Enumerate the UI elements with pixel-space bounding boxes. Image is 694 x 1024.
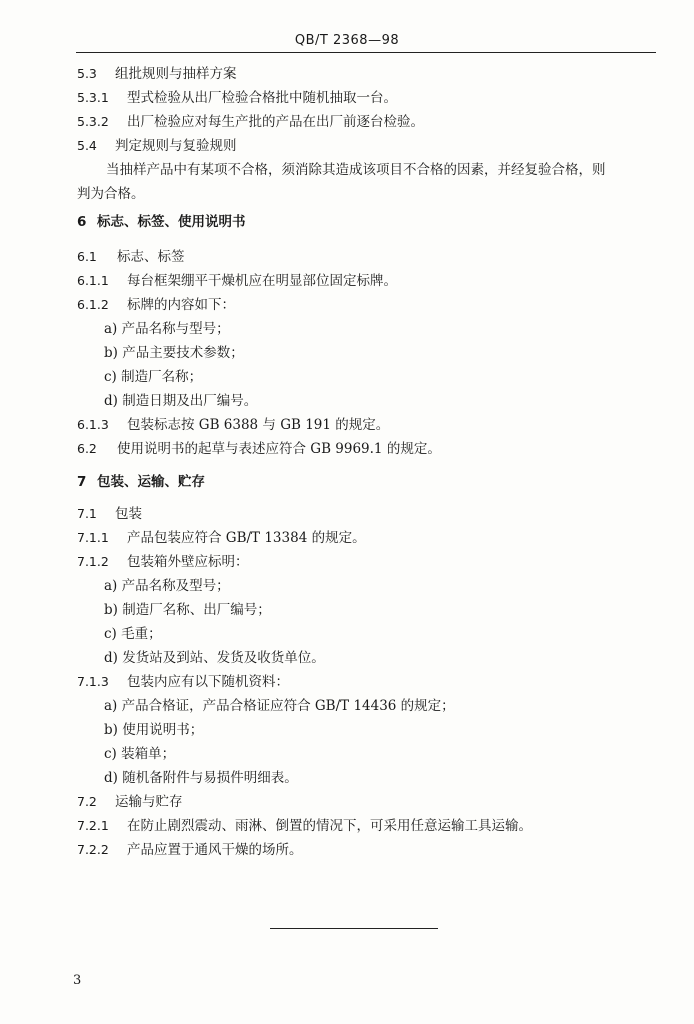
clause-7-1-2 (77, 554, 249, 570)
chapter-title: 标志、标签、使用说明书 (97, 214, 246, 230)
section-5-4 (77, 138, 237, 154)
list-item: d) 发货站及到站、发货及收货单位。 (104, 650, 325, 666)
section-number: 7.1 (77, 506, 97, 521)
end-rule (270, 928, 438, 929)
list-item: d) 制造日期及出厂编号。 (104, 393, 258, 409)
list-item: b) 使用说明书； (104, 722, 204, 738)
header-standard-code: QB/T 2368—98 (294, 33, 400, 48)
list-item: c) 制造厂名称； (104, 369, 203, 385)
section-7-2 (77, 794, 183, 810)
clause-7-2-2 (77, 842, 303, 858)
paragraph-line: 判为合格。 (77, 186, 145, 202)
clause-6-1-2 (77, 297, 235, 313)
section-7-1 (77, 506, 142, 522)
clause-text: 包装标志按 GB 6388 与 GB 191 的规定。 (127, 417, 390, 433)
chapter-title: 包装、运输、贮存 (97, 474, 205, 490)
section-number: 5.3 (77, 66, 97, 81)
list-item: a) 产品名称及型号； (104, 578, 230, 594)
section-number: 6.2 (77, 441, 97, 456)
paragraph-line: 当抽样产品中有某项不合格，须消除其造成该项目不合格的因素，并经复验合格，则 (106, 162, 606, 178)
list-item: b) 制造厂名称、出厂编号； (104, 602, 271, 618)
clause-6-1-1 (77, 273, 397, 289)
page-number: 3 (73, 973, 82, 988)
section-title: 包装 (115, 506, 142, 522)
list-item: b) 产品主要技术参数； (104, 345, 244, 361)
section-number: 5.4 (77, 138, 97, 153)
list-item: d) 随机备附件与易损件明细表。 (104, 770, 298, 786)
clause-7-2-1 (77, 818, 532, 834)
clause-text: 产品应置于通风干燥的场所。 (127, 842, 303, 858)
section-number: 7.2 (77, 794, 97, 809)
section-title: 判定规则与复验规则 (115, 138, 237, 154)
clause-number: 5.3.1 (77, 90, 109, 105)
clause-text: 在防止剧烈震动、雨淋、倒置的情况下，可采用任意运输工具运输。 (127, 818, 532, 834)
clause-6-1-3 (77, 417, 389, 433)
section-text: 使用说明书的起草与表述应符合 GB 9969.1 的规定。 (117, 441, 441, 457)
section-title: 运输与贮存 (115, 794, 183, 810)
clause-number: 5.3.2 (77, 114, 109, 129)
chapter-7 (77, 474, 205, 490)
section-number: 6.1 (77, 249, 97, 264)
chapter-number: 7 (77, 474, 87, 490)
clause-number: 7.2.2 (77, 842, 109, 857)
section-title: 标志、标签 (117, 249, 185, 265)
clause-5-3-2 (77, 114, 424, 130)
clause-number: 7.1.1 (77, 530, 109, 545)
clause-text: 包装箱外壁应标明： (127, 554, 249, 570)
clause-number: 7.1.3 (77, 674, 109, 689)
section-6-1 (77, 249, 185, 265)
clause-text: 每台框架绷平干燥机应在明显部位固定标牌。 (127, 273, 397, 289)
list-item: c) 装箱单； (104, 746, 176, 762)
clause-text: 包装内应有以下随机资料： (127, 674, 289, 690)
section-5-3 (77, 66, 237, 82)
clause-text: 产品包装应符合 GB/T 13384 的规定。 (127, 530, 366, 546)
clause-5-3-1 (77, 90, 397, 106)
chapter-number: 6 (77, 214, 87, 230)
list-item: c) 毛重； (104, 626, 162, 642)
clause-number: 7.2.1 (77, 818, 109, 833)
clause-number: 6.1.1 (77, 273, 109, 288)
clause-7-1-3 (77, 674, 289, 690)
clause-text: 型式检验从出厂检验合格批中随机抽取一台。 (127, 90, 397, 106)
clause-number: 6.1.2 (77, 297, 109, 312)
header-rule (76, 52, 656, 53)
clause-number: 7.1.2 (77, 554, 109, 569)
chapter-6 (77, 214, 246, 230)
clause-text: 标牌的内容如下： (127, 297, 235, 313)
list-item: a) 产品合格证，产品合格证应符合 GB/T 14436 的规定； (104, 698, 455, 714)
section-title: 组批规则与抽样方案 (115, 66, 237, 82)
clause-number: 6.1.3 (77, 417, 109, 432)
section-6-2 (77, 441, 441, 457)
list-item: a) 产品名称与型号； (104, 321, 230, 337)
clause-text: 出厂检验应对每生产批的产品在出厂前逐台检验。 (127, 114, 424, 130)
clause-7-1-1 (77, 530, 366, 546)
